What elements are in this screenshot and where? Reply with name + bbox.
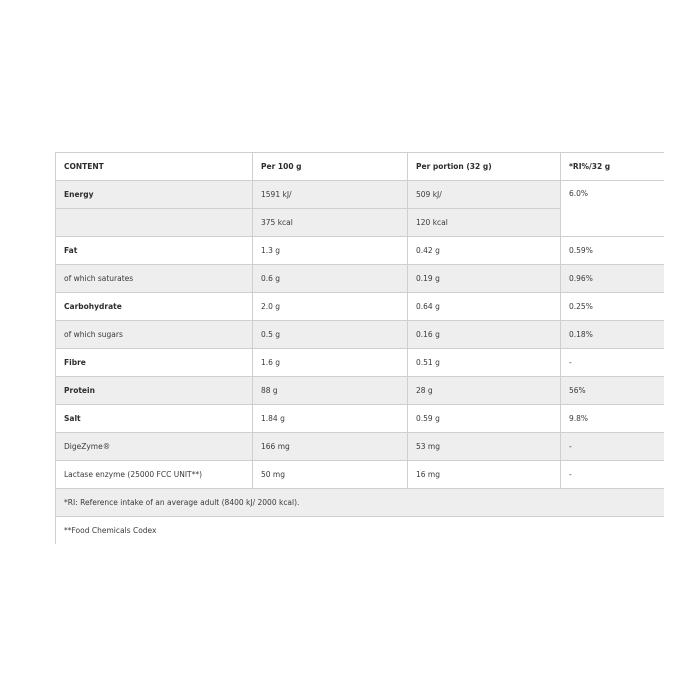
- nutrient-per-100g: 1.84 g: [253, 405, 408, 433]
- nutrient-per-portion: 0.19 g: [408, 265, 561, 293]
- nutrient-per-portion: 0.16 g: [408, 321, 561, 349]
- nutrient-ri-percent: 0.59%: [561, 237, 665, 265]
- nutrient-per-100g: 1.6 g: [253, 349, 408, 377]
- nutrient-ri-percent: 0.18%: [561, 321, 665, 349]
- nutrient-per-100g: 0.6 g: [253, 265, 408, 293]
- nutrient-per-portion: 28 g: [408, 377, 561, 405]
- nutrient-label: Carbohydrate: [56, 293, 253, 321]
- nutrition-table-container: [55, 152, 664, 545]
- nutrient-ri-percent: -: [561, 433, 665, 461]
- header-per-100g: Per 100 g: [253, 153, 408, 181]
- nutrition-table: [55, 152, 664, 544]
- table-row: [56, 461, 665, 489]
- header-per-portion: Per portion (32 g): [408, 153, 561, 181]
- nutrient-per-portion: 0.42 g: [408, 237, 561, 265]
- table-row: [56, 433, 665, 461]
- nutrient-label: of which saturates: [56, 265, 253, 293]
- footnote-fcc-text: **Food Chemicals Codex: [56, 517, 665, 545]
- nutrient-per-100g: 0.5 g: [253, 321, 408, 349]
- nutrient-ri-percent: 0.96%: [561, 265, 665, 293]
- table-row: [56, 237, 665, 265]
- footnote-row-ri: [56, 489, 665, 517]
- energy-kj-per-portion: 509 kJ/: [408, 181, 561, 209]
- table-header-row: [56, 153, 665, 181]
- nutrient-per-100g: 88 g: [253, 377, 408, 405]
- nutrient-per-portion: 0.64 g: [408, 293, 561, 321]
- energy-label: Energy: [56, 181, 253, 209]
- nutrient-label: DigeZyme®: [56, 433, 253, 461]
- nutrient-per-portion: 0.59 g: [408, 405, 561, 433]
- nutrient-label: Protein: [56, 377, 253, 405]
- footnote-row-fcc: [56, 517, 665, 545]
- nutrient-per-100g: 50 mg: [253, 461, 408, 489]
- header-content: CONTENT: [56, 153, 253, 181]
- nutrient-ri-percent: 9.8%: [561, 405, 665, 433]
- nutrient-ri-percent: -: [561, 349, 665, 377]
- table-row: [56, 293, 665, 321]
- nutrient-label: of which sugars: [56, 321, 253, 349]
- footnote-ri-text: *RI: Reference intake of an average adult (8400 kJ/ 2000 kcal).: [56, 489, 665, 517]
- nutrient-per-portion: 53 mg: [408, 433, 561, 461]
- nutrient-label: Salt: [56, 405, 253, 433]
- table-row-energy-kj: [56, 181, 665, 209]
- nutrient-per-100g: 1.3 g: [253, 237, 408, 265]
- nutrient-label: Lactase enzyme (25000 FCC UNIT**): [56, 461, 253, 489]
- nutrient-ri-percent: 0.25%: [561, 293, 665, 321]
- nutrient-per-100g: 166 mg: [253, 433, 408, 461]
- table-row: [56, 405, 665, 433]
- table-row: [56, 349, 665, 377]
- nutrient-per-portion: 0.51 g: [408, 349, 561, 377]
- energy-kcal-per-portion: 120 kcal: [408, 209, 561, 237]
- nutrient-label: Fibre: [56, 349, 253, 377]
- nutrient-label: Fat: [56, 237, 253, 265]
- table-row: [56, 321, 665, 349]
- nutrient-per-portion: 16 mg: [408, 461, 561, 489]
- energy-kcal-per-100g: 375 kcal: [253, 209, 408, 237]
- energy-ri-percent: 6.0%: [561, 181, 665, 237]
- nutrient-per-100g: 2.0 g: [253, 293, 408, 321]
- nutrient-ri-percent: -: [561, 461, 665, 489]
- header-ri-percent: *RI%/32 g: [561, 153, 665, 181]
- energy-kcal-label-empty: [56, 209, 253, 237]
- table-row: [56, 377, 665, 405]
- nutrient-ri-percent: 56%: [561, 377, 665, 405]
- energy-kj-per-100g: 1591 kJ/: [253, 181, 408, 209]
- table-row: [56, 265, 665, 293]
